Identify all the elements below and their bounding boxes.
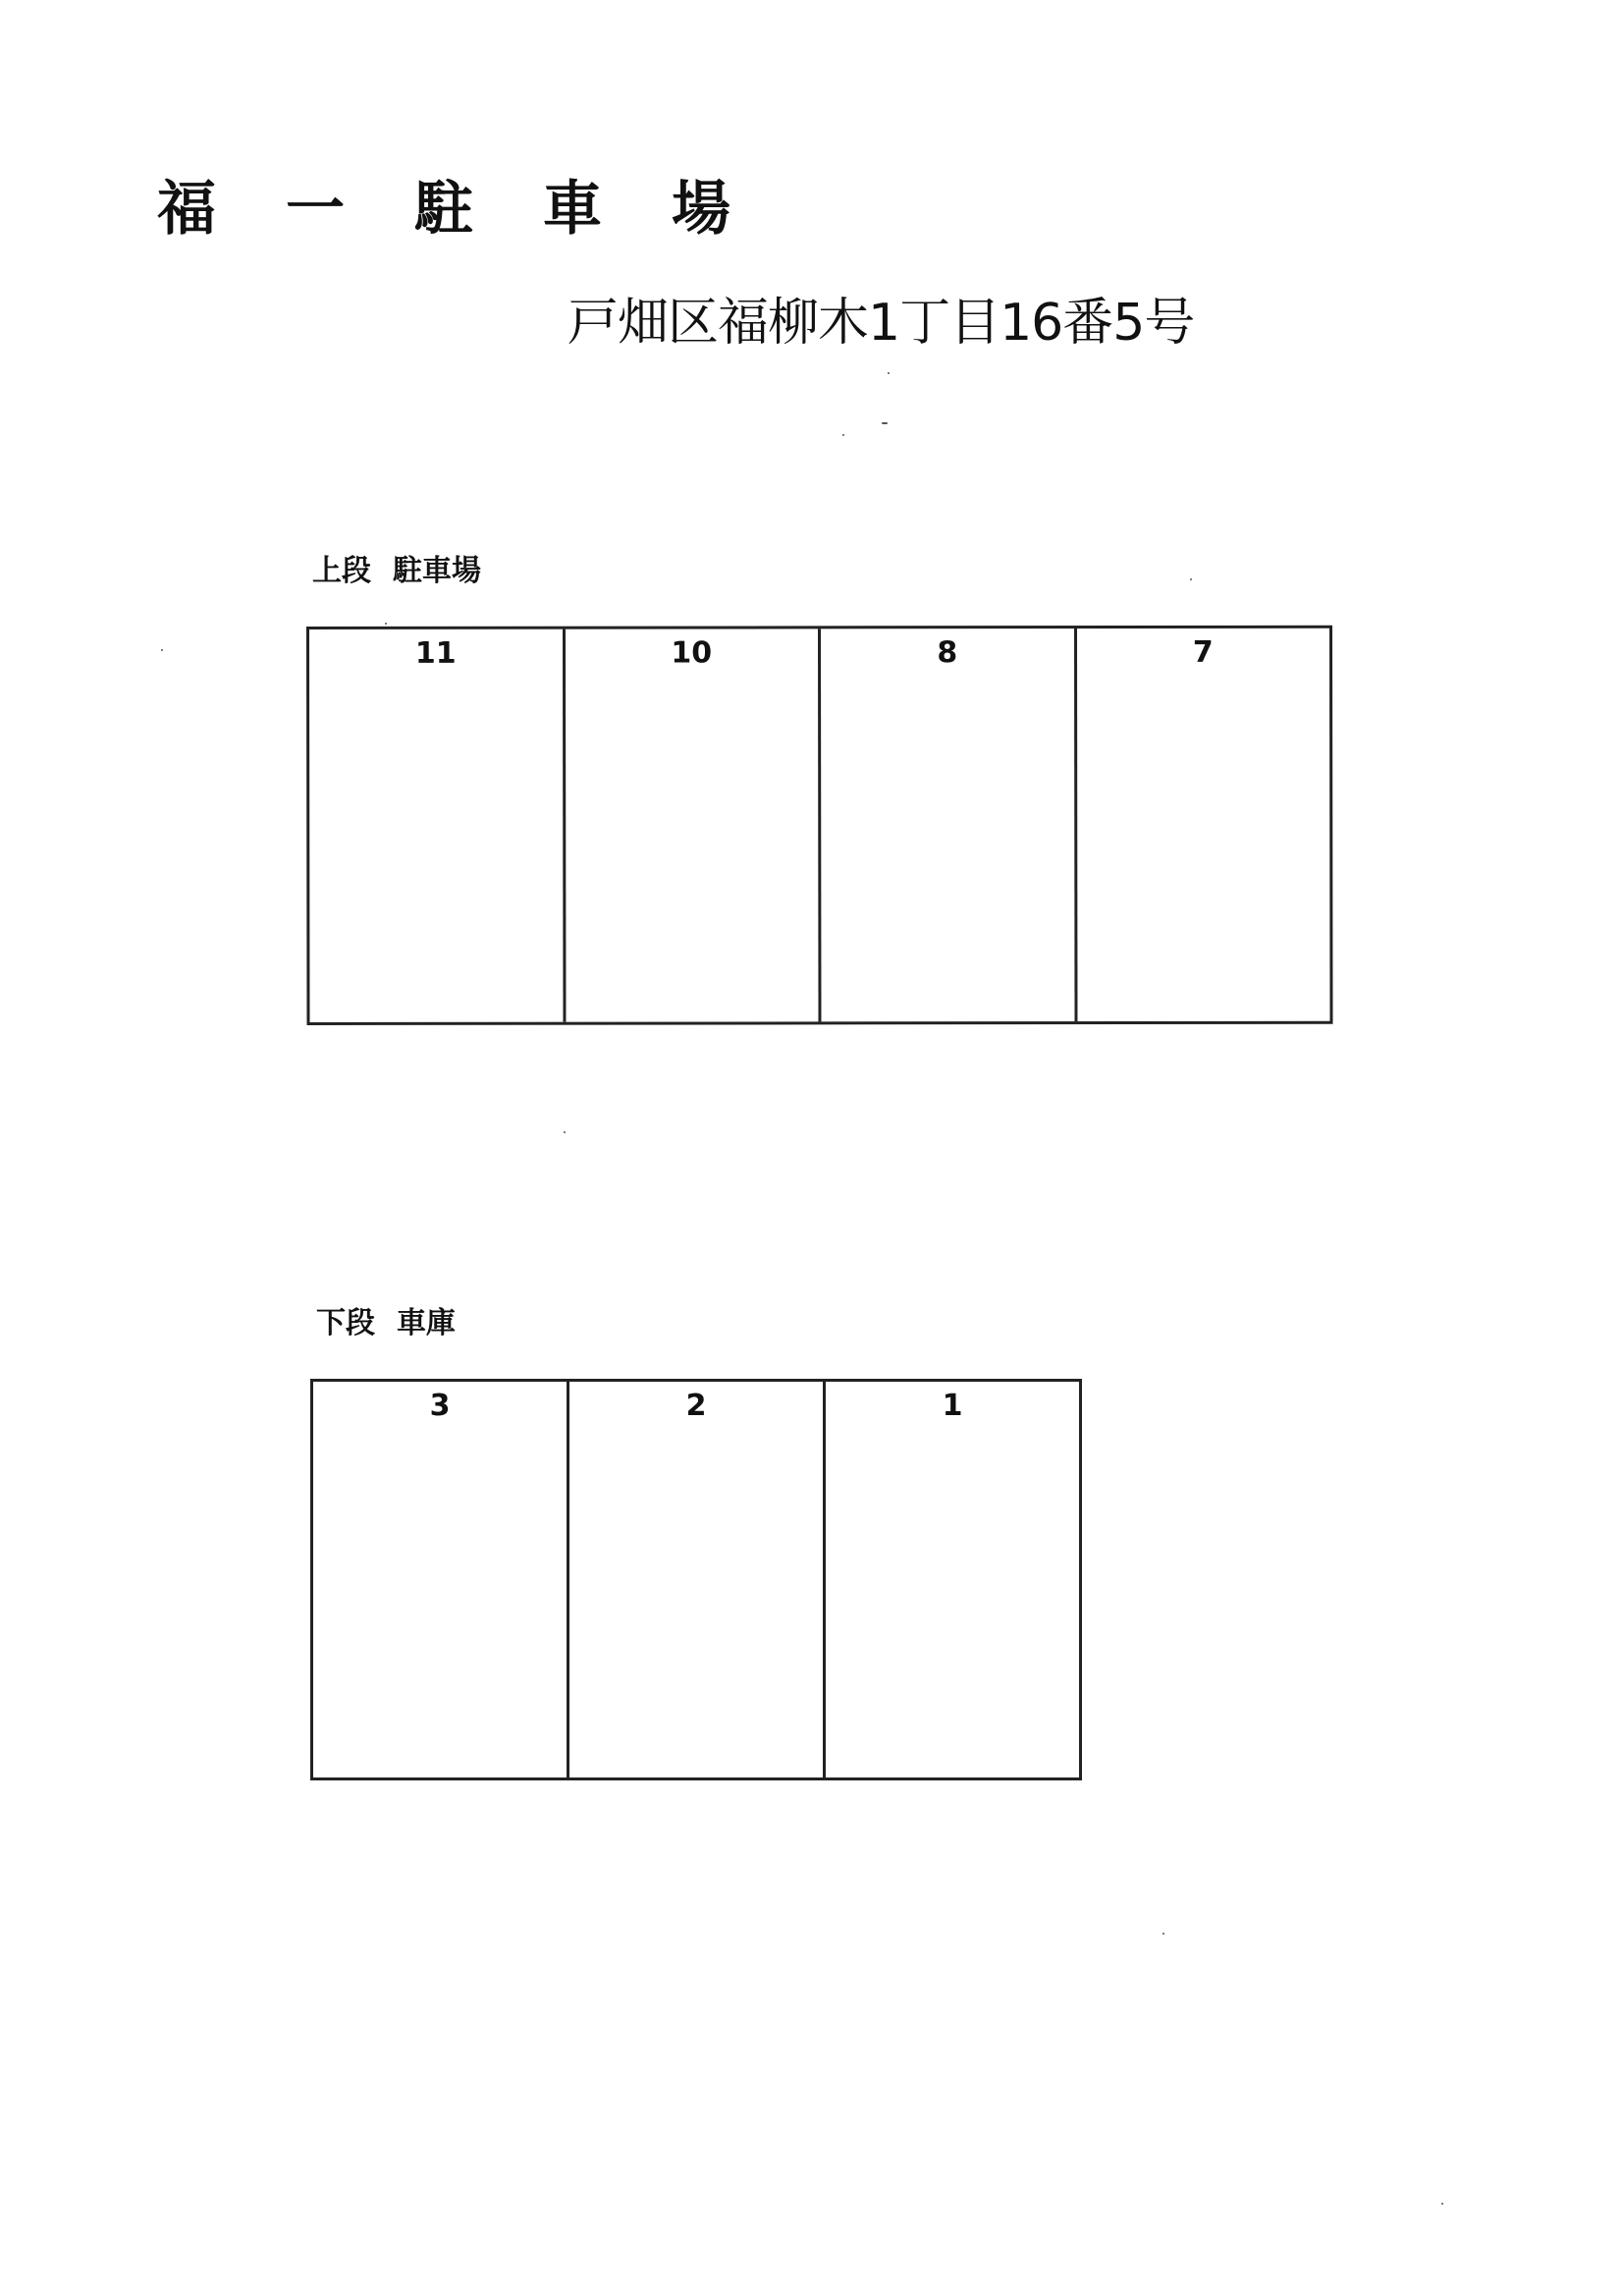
scan-speck [1162, 1933, 1164, 1935]
scan-speck [888, 372, 890, 374]
page-title [157, 175, 730, 244]
stall-number: 10 [671, 635, 713, 671]
scan-speck [564, 1131, 566, 1133]
upper-section-label [312, 554, 481, 589]
garage-stall [823, 1382, 1079, 1777]
garage-stall [313, 1382, 567, 1777]
title-char: 福 [157, 175, 216, 244]
scan-speck [385, 623, 387, 625]
stall-number: 3 [429, 1389, 451, 1423]
lower-type-label: 車庫 [397, 1306, 456, 1340]
parking-stall [818, 629, 1074, 1021]
title-char: 車 [543, 175, 602, 244]
lower-level-label: 下段 [316, 1306, 375, 1340]
stall-number: 1 [942, 1389, 963, 1423]
lower-section-label [316, 1306, 456, 1341]
scan-speck [882, 422, 888, 424]
parking-stall [309, 629, 563, 1022]
scan-speck [1190, 578, 1192, 580]
upper-level-label: 上段 [312, 554, 371, 588]
scan-speck [1441, 2203, 1443, 2205]
scan-speck [842, 434, 844, 436]
lower-garage-grid [310, 1379, 1082, 1780]
title-char: 駐 [414, 175, 473, 244]
stall-number: 8 [937, 635, 958, 671]
upper-type-label: 駐車場 [393, 554, 481, 588]
stall-number: 11 [414, 635, 457, 671]
upper-parking-grid [306, 626, 1332, 1025]
address: 戸畑区福柳木1丁目16番5号 [568, 294, 1195, 353]
title-char: 一 [286, 175, 345, 244]
parking-stall [563, 629, 819, 1021]
title-char: 場 [672, 175, 730, 244]
garage-stall [567, 1382, 823, 1777]
stall-number: 7 [1192, 634, 1214, 670]
stall-number: 2 [685, 1389, 707, 1423]
scan-speck [161, 649, 163, 651]
parking-stall [1074, 629, 1330, 1021]
